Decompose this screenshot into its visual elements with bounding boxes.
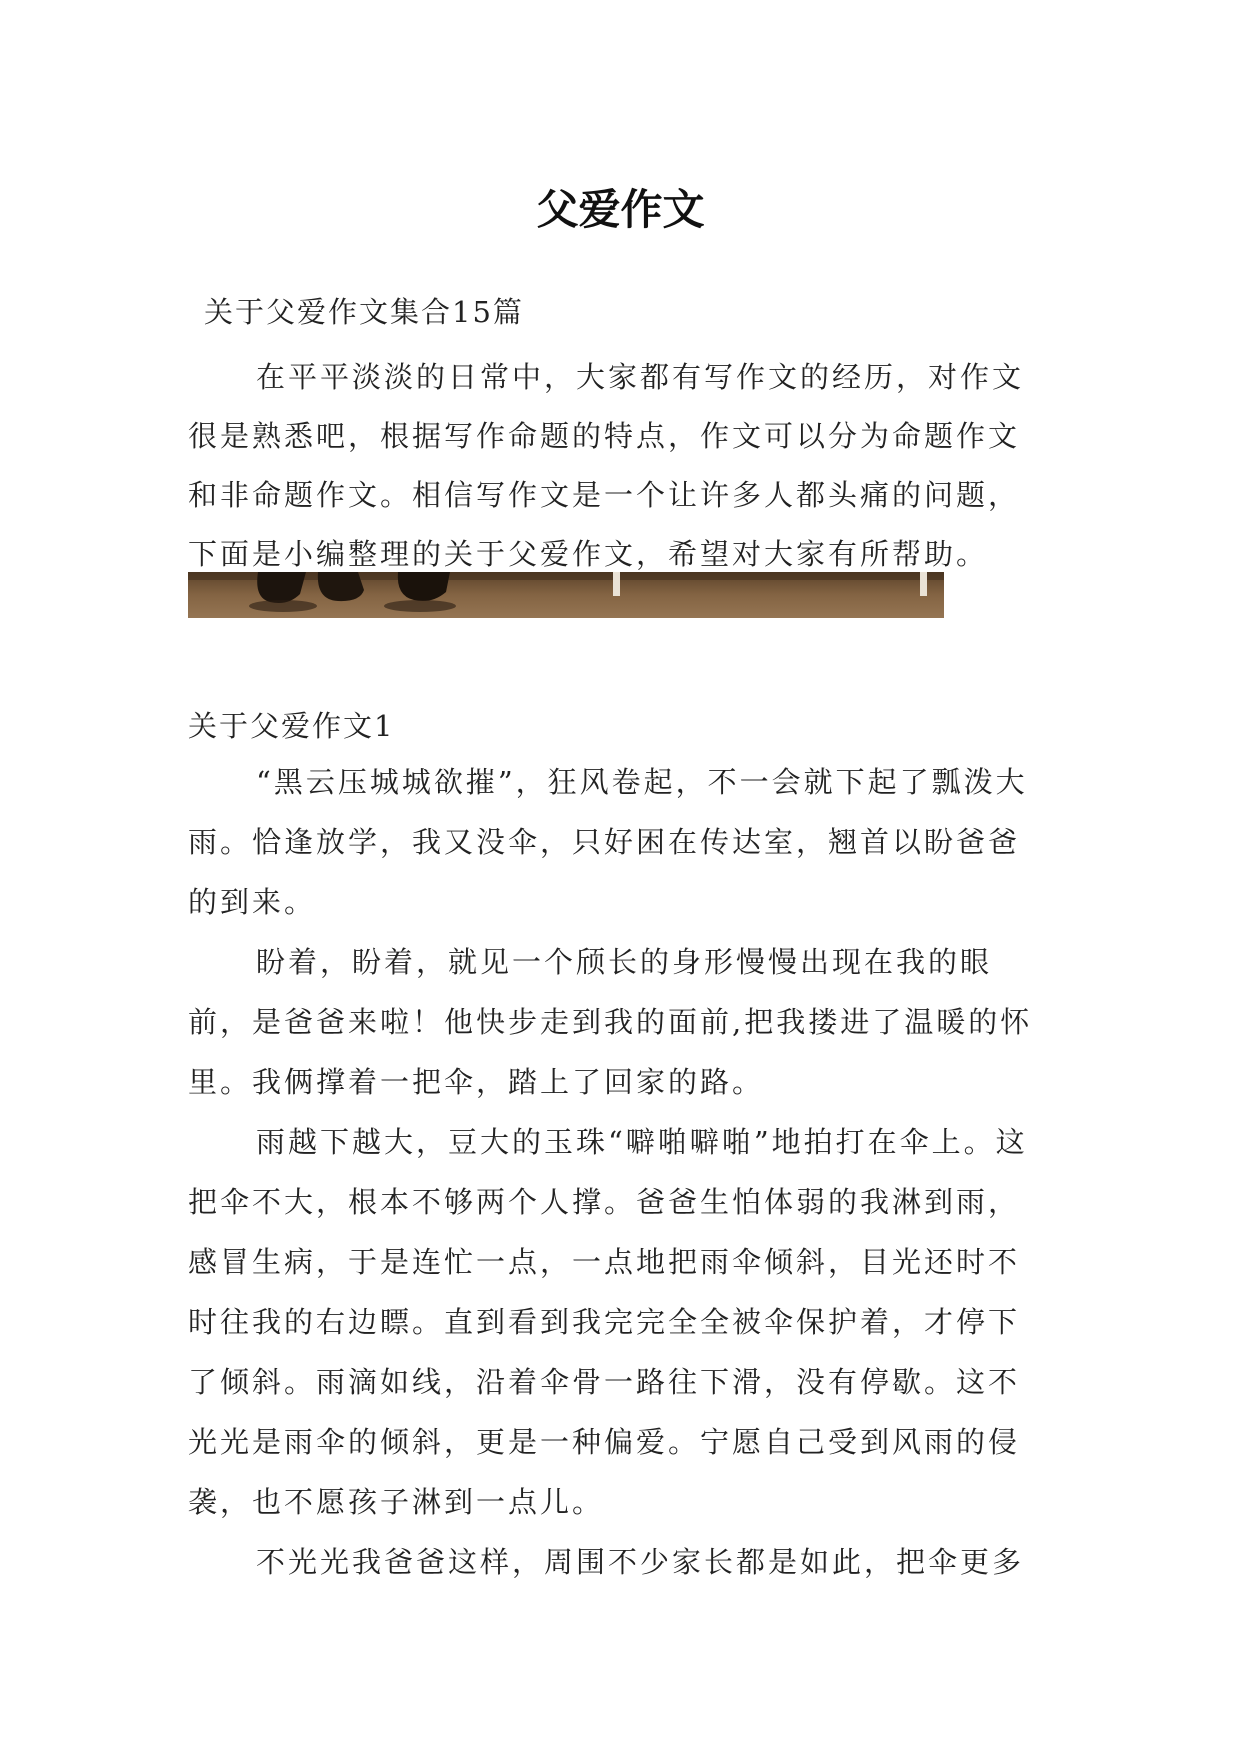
essay-paragraph: 雨越下越大，豆大的玉珠“噼啪噼啪”地拍打在伞上。这把伞不大，根本不够两个人撑。爸爸生怕体弱的我淋到雨，感冒生病，于是连忙一点，一点地把雨伞倾斜，目光还时不时往我的右边瞟。直到看到我完完全全被伞保护着，才停下了倾斜。雨滴如线，沿着伞骨一路往下滑，没有停歇。这不光光是雨伞的倾斜，更是一种偏爱。宁愿自己受到风雨的侵袭，也不愿孩子淋到一点儿。 <box>188 1125 1028 1519</box>
document-subtitle: 关于父爱作文集合15篇 <box>204 295 524 329</box>
page-title: 父爱作文 <box>536 185 705 235</box>
intro-paragraph: 在平平淡淡的日常中，大家都有写作文的经历，对作文很是熟悉吧，根据写作命题的特点，作文可以分为命题作文和非命题作文。相信写作文是一个让许多人都头痛的问题，下面是小编整理的关于父爱作文，希望对大家有所帮助。 <box>188 360 1025 571</box>
essay-paragraph: 不光光我爸爸这样，周围不少家长都是如此，把伞更多 <box>256 1545 1025 1579</box>
essay-paragraph: “黑云压城城欲摧”，狂风卷起，不一会就下起了瓢泼大雨。恰逢放学，我又没伞，只好困在传达室，翘首以盼爸爸的到来。 <box>188 765 1028 919</box>
essay-body <box>188 752 1050 1592</box>
essay-paragraph: 盼着，盼着，就见一个颀长的身形慢慢出现在我的眼前，是爸爸来啦！他快步走到我的面前,把我搂进了温暖的怀里。我俩撑着一把伞，踏上了回家的路。 <box>188 945 1033 1099</box>
section-heading: 关于父爱作文1 <box>188 709 395 743</box>
photo-strip-image <box>188 572 944 618</box>
